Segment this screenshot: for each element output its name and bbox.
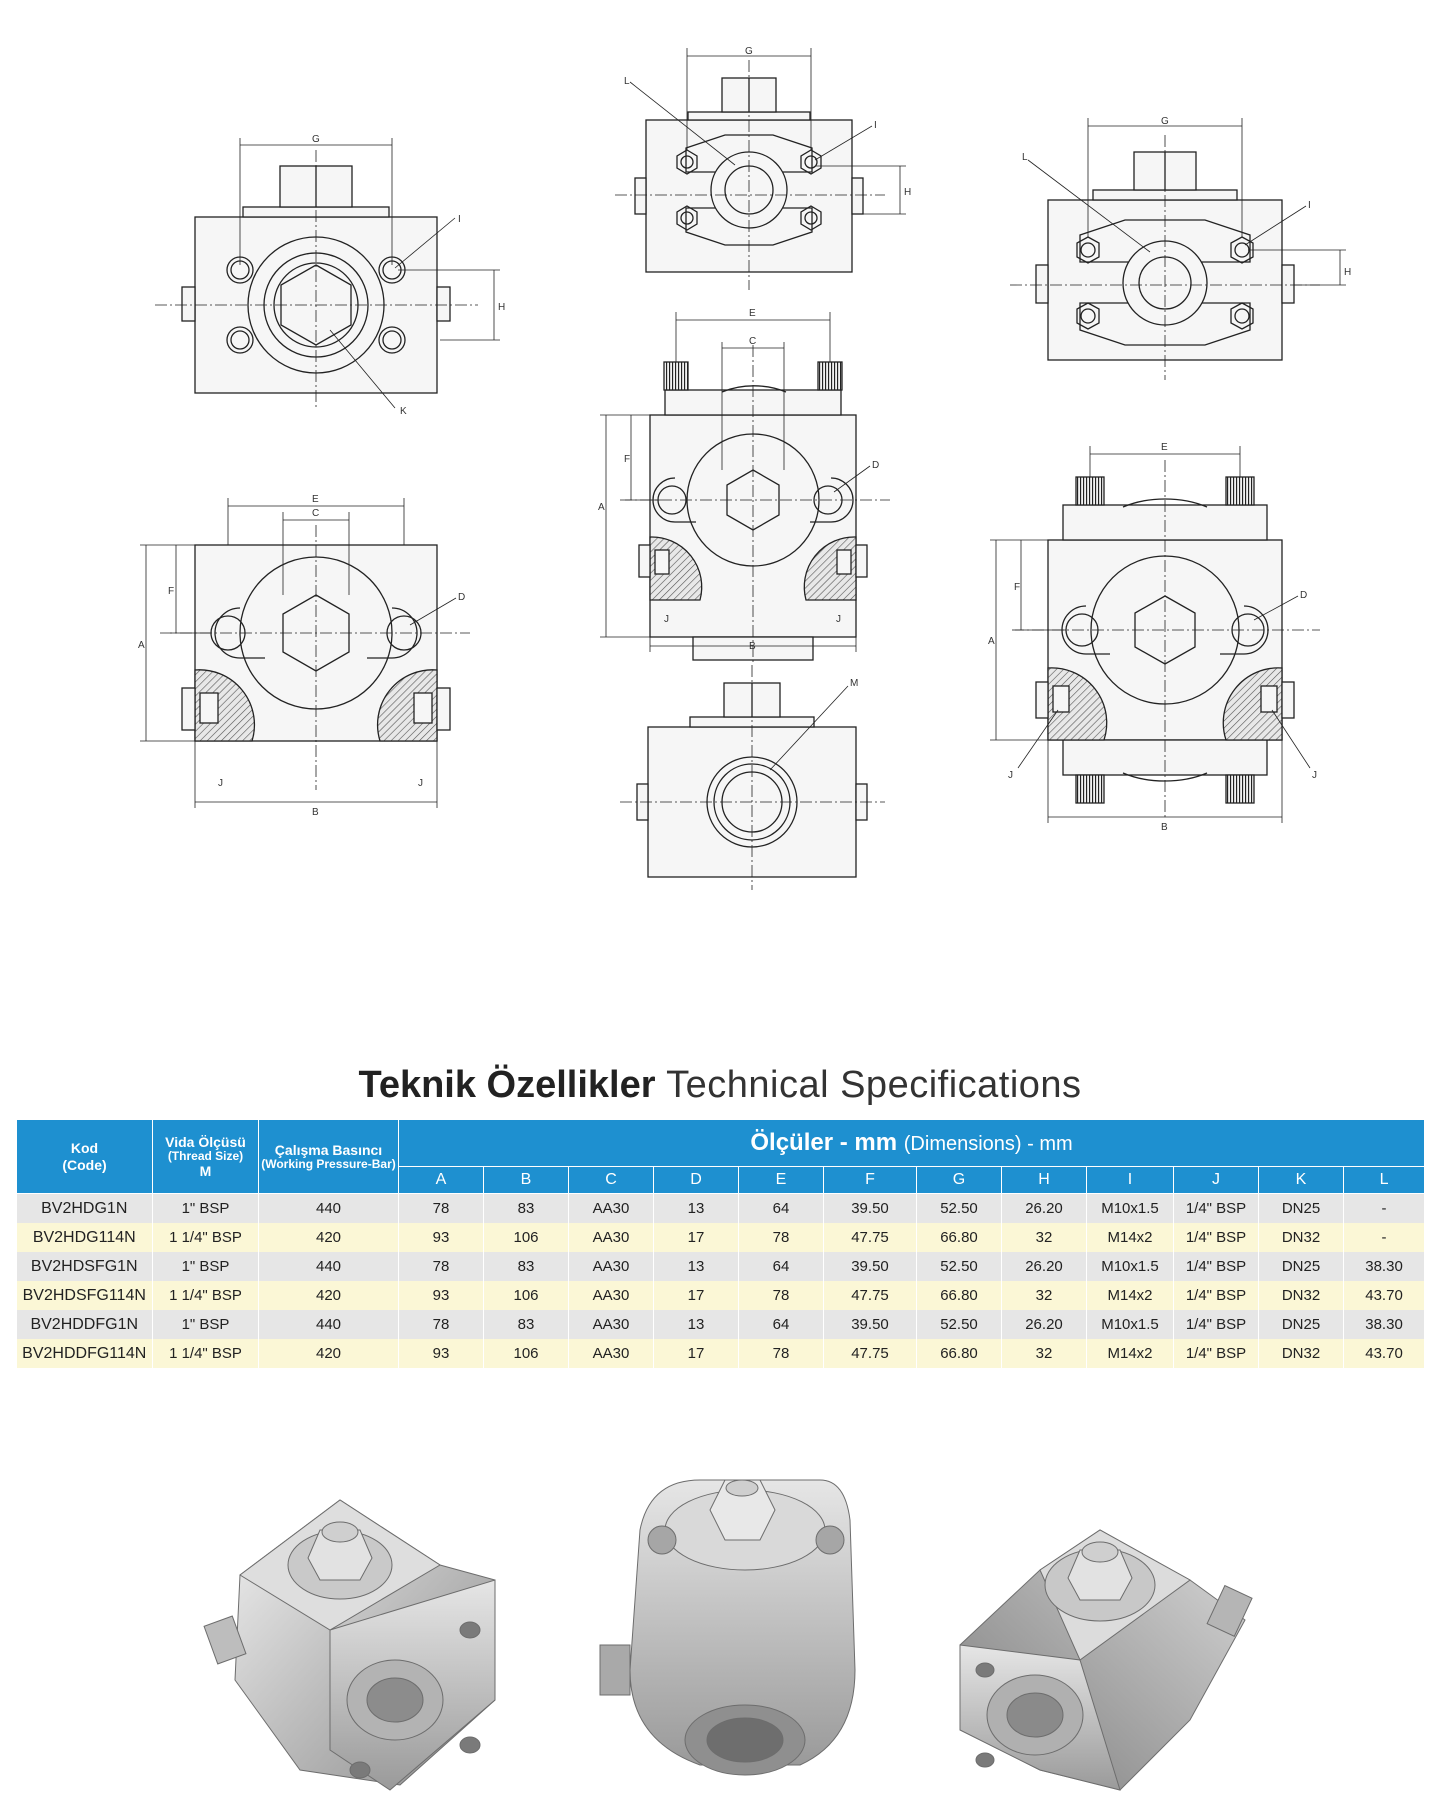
label-g-center: G (745, 46, 753, 57)
table-row (17, 1194, 1425, 1224)
cell-i: M10x1.5 (1087, 1252, 1174, 1281)
cell-e: 78 (739, 1339, 824, 1368)
cell-f: 47.75 (824, 1339, 917, 1368)
label-i-right: I (1308, 200, 1311, 211)
label-l-center: L (624, 76, 630, 87)
cell-thread: 1" BSP (153, 1194, 259, 1224)
label-j-center-right: J (836, 614, 841, 625)
label-d-center: D (872, 460, 880, 471)
cell-h: 32 (1002, 1339, 1087, 1368)
table-row (17, 1339, 1425, 1368)
cell-e: 64 (739, 1310, 824, 1339)
cell-thread: 1 1/4" BSP (153, 1281, 259, 1310)
cell-d: 17 (654, 1281, 739, 1310)
product-photo-3 (960, 1530, 1252, 1790)
cell-j: 1/4" BSP (1174, 1281, 1259, 1310)
cell-g: 52.50 (917, 1252, 1002, 1281)
label-f-center: F (624, 454, 631, 465)
cell-k: DN25 (1259, 1194, 1344, 1224)
label-k: K (400, 406, 407, 417)
cell-l: 43.70 (1344, 1281, 1425, 1310)
table-row (17, 1281, 1425, 1310)
cell-c: AA30 (569, 1310, 654, 1339)
table-row (17, 1252, 1425, 1281)
drawing-front-view (155, 134, 505, 417)
label-d: D (458, 592, 466, 603)
header-dim-a: A (399, 1167, 484, 1194)
cell-j: 1/4" BSP (1174, 1194, 1259, 1224)
cell-c: AA30 (569, 1339, 654, 1368)
header-pressure: Çalışma Basıncı (Working Pressure-Bar) (259, 1120, 399, 1194)
table-row (17, 1223, 1425, 1252)
label-h-center: H (904, 187, 912, 198)
cell-k: DN32 (1259, 1223, 1344, 1252)
cell-pressure: 440 (259, 1310, 399, 1339)
cell-e: 64 (739, 1252, 824, 1281)
label-g: G (312, 134, 320, 145)
header-dim-b: B (484, 1167, 569, 1194)
cell-g: 66.80 (917, 1223, 1002, 1252)
cell-d: 13 (654, 1194, 739, 1224)
cell-i: M14x2 (1087, 1339, 1174, 1368)
cell-f: 39.50 (824, 1252, 917, 1281)
label-j-right-right: J (1312, 770, 1317, 781)
cell-thread: 1 1/4" BSP (153, 1339, 259, 1368)
cell-b: 106 (484, 1281, 569, 1310)
label-b-right: B (1161, 822, 1168, 833)
label-a-right: A (988, 636, 995, 647)
cell-a: 78 (399, 1194, 484, 1224)
cell-thread: 1 1/4" BSP (153, 1223, 259, 1252)
cell-l: 38.30 (1344, 1310, 1425, 1339)
technical-drawings (0, 0, 1440, 900)
cell-code: BV2HDSFG114N (17, 1281, 153, 1310)
cell-d: 13 (654, 1310, 739, 1339)
label-a: A (138, 640, 145, 651)
cell-j: 1/4" BSP (1174, 1339, 1259, 1368)
cell-b: 83 (484, 1252, 569, 1281)
cell-i: M14x2 (1087, 1223, 1174, 1252)
cell-a: 78 (399, 1252, 484, 1281)
cell-g: 52.50 (917, 1310, 1002, 1339)
label-j-center-left: J (664, 614, 669, 625)
cell-f: 39.50 (824, 1310, 917, 1339)
cell-h: 26.20 (1002, 1194, 1087, 1224)
cell-d: 17 (654, 1223, 739, 1252)
cell-k: DN25 (1259, 1252, 1344, 1281)
cell-e: 78 (739, 1281, 824, 1310)
cell-b: 106 (484, 1339, 569, 1368)
label-a-center: A (598, 502, 605, 513)
cell-f: 39.50 (824, 1194, 917, 1224)
header-dim-g: G (917, 1167, 1002, 1194)
cell-thread: 1" BSP (153, 1252, 259, 1281)
header-dim-e: E (739, 1167, 824, 1194)
cell-thread: 1" BSP (153, 1310, 259, 1339)
cell-f: 47.75 (824, 1281, 917, 1310)
cell-i: M10x1.5 (1087, 1194, 1174, 1224)
header-dim-f: F (824, 1167, 917, 1194)
cell-g: 66.80 (917, 1339, 1002, 1368)
header-dim-c: C (569, 1167, 654, 1194)
cell-code: BV2HDSFG1N (17, 1252, 153, 1281)
cell-code: BV2HDDFG1N (17, 1310, 153, 1339)
cell-l: - (1344, 1194, 1425, 1224)
cell-k: DN32 (1259, 1339, 1344, 1368)
cell-a: 93 (399, 1339, 484, 1368)
cell-e: 78 (739, 1223, 824, 1252)
cell-j: 1/4" BSP (1174, 1252, 1259, 1281)
cell-pressure: 420 (259, 1281, 399, 1310)
label-j-right-left: J (1008, 770, 1013, 781)
cell-l: - (1344, 1223, 1425, 1252)
cell-code: BV2HDG114N (17, 1223, 153, 1252)
cell-f: 47.75 (824, 1223, 917, 1252)
product-photos (0, 1470, 1440, 1809)
cell-k: DN25 (1259, 1310, 1344, 1339)
cell-pressure: 440 (259, 1194, 399, 1224)
label-m: M (850, 678, 859, 689)
header-dim-l: L (1344, 1167, 1425, 1194)
cell-l: 38.30 (1344, 1252, 1425, 1281)
drawing-section-view-left (138, 494, 470, 818)
label-d-right: D (1300, 590, 1308, 601)
cell-b: 83 (484, 1310, 569, 1339)
label-j-right: J (418, 778, 423, 789)
label-c: C (312, 508, 320, 519)
product-photo-2 (600, 1480, 855, 1775)
cell-h: 26.20 (1002, 1310, 1087, 1339)
cell-i: M10x1.5 (1087, 1310, 1174, 1339)
cell-j: 1/4" BSP (1174, 1223, 1259, 1252)
label-i: I (458, 214, 461, 225)
cell-c: AA30 (569, 1223, 654, 1252)
cell-k: DN32 (1259, 1281, 1344, 1310)
header-code: Kod (Code) (17, 1120, 153, 1194)
header-dim-i: I (1087, 1167, 1174, 1194)
header-dim-h: H (1002, 1167, 1087, 1194)
drawing-section-view-center (598, 308, 890, 665)
label-f-right: F (1014, 582, 1021, 593)
header-dim-k: K (1259, 1167, 1344, 1194)
header-dim-d: D (654, 1167, 739, 1194)
label-c-center: C (749, 336, 757, 347)
header-thread: Vida Ölçüsü (Thread Size) M (153, 1120, 259, 1194)
product-photo-1 (204, 1500, 495, 1790)
cell-c: AA30 (569, 1252, 654, 1281)
title-en: Technical Specifications (666, 1064, 1082, 1106)
label-e: E (312, 494, 319, 505)
cell-g: 66.80 (917, 1281, 1002, 1310)
cell-code: BV2HDDFG114N (17, 1339, 153, 1368)
cell-i: M14x2 (1087, 1281, 1174, 1310)
table-row (17, 1310, 1425, 1339)
label-h-right: H (1344, 267, 1352, 278)
header-dim-j: J (1174, 1167, 1259, 1194)
cell-pressure: 420 (259, 1223, 399, 1252)
drawing-port-view (620, 665, 885, 890)
cell-a: 93 (399, 1281, 484, 1310)
label-i-center: I (874, 120, 877, 131)
label-g-right: G (1161, 116, 1169, 127)
header-dimensions: Ölçüler - mm (Dimensions) - mm (399, 1120, 1425, 1167)
label-e-right: E (1161, 442, 1168, 453)
cell-c: AA30 (569, 1281, 654, 1310)
label-b-center: B (749, 641, 756, 652)
cell-code: BV2HDG1N (17, 1194, 153, 1224)
cell-d: 17 (654, 1339, 739, 1368)
section-title (0, 1064, 1440, 1107)
cell-a: 93 (399, 1223, 484, 1252)
cell-j: 1/4" BSP (1174, 1310, 1259, 1339)
label-b: B (312, 807, 319, 818)
title-tr: Teknik Özellikler (358, 1064, 656, 1106)
drawing-flange-view-center (615, 46, 911, 290)
cell-pressure: 420 (259, 1339, 399, 1368)
label-h: H (498, 302, 506, 313)
cell-c: AA30 (569, 1194, 654, 1224)
cell-h: 32 (1002, 1281, 1087, 1310)
label-l-right: L (1022, 152, 1028, 163)
label-e-center: E (749, 308, 756, 319)
label-f: F (168, 586, 175, 597)
cell-l: 43.70 (1344, 1339, 1425, 1368)
cell-pressure: 440 (259, 1252, 399, 1281)
cell-h: 26.20 (1002, 1252, 1087, 1281)
label-j-left: J (218, 778, 223, 789)
drawing-section-view-right (988, 442, 1320, 833)
drawing-flange-view-right (1010, 116, 1351, 380)
cell-b: 106 (484, 1223, 569, 1252)
cell-b: 83 (484, 1194, 569, 1224)
spec-table (16, 1119, 1425, 1368)
cell-g: 52.50 (917, 1194, 1002, 1224)
cell-d: 13 (654, 1252, 739, 1281)
cell-e: 64 (739, 1194, 824, 1224)
cell-h: 32 (1002, 1223, 1087, 1252)
cell-a: 78 (399, 1310, 484, 1339)
